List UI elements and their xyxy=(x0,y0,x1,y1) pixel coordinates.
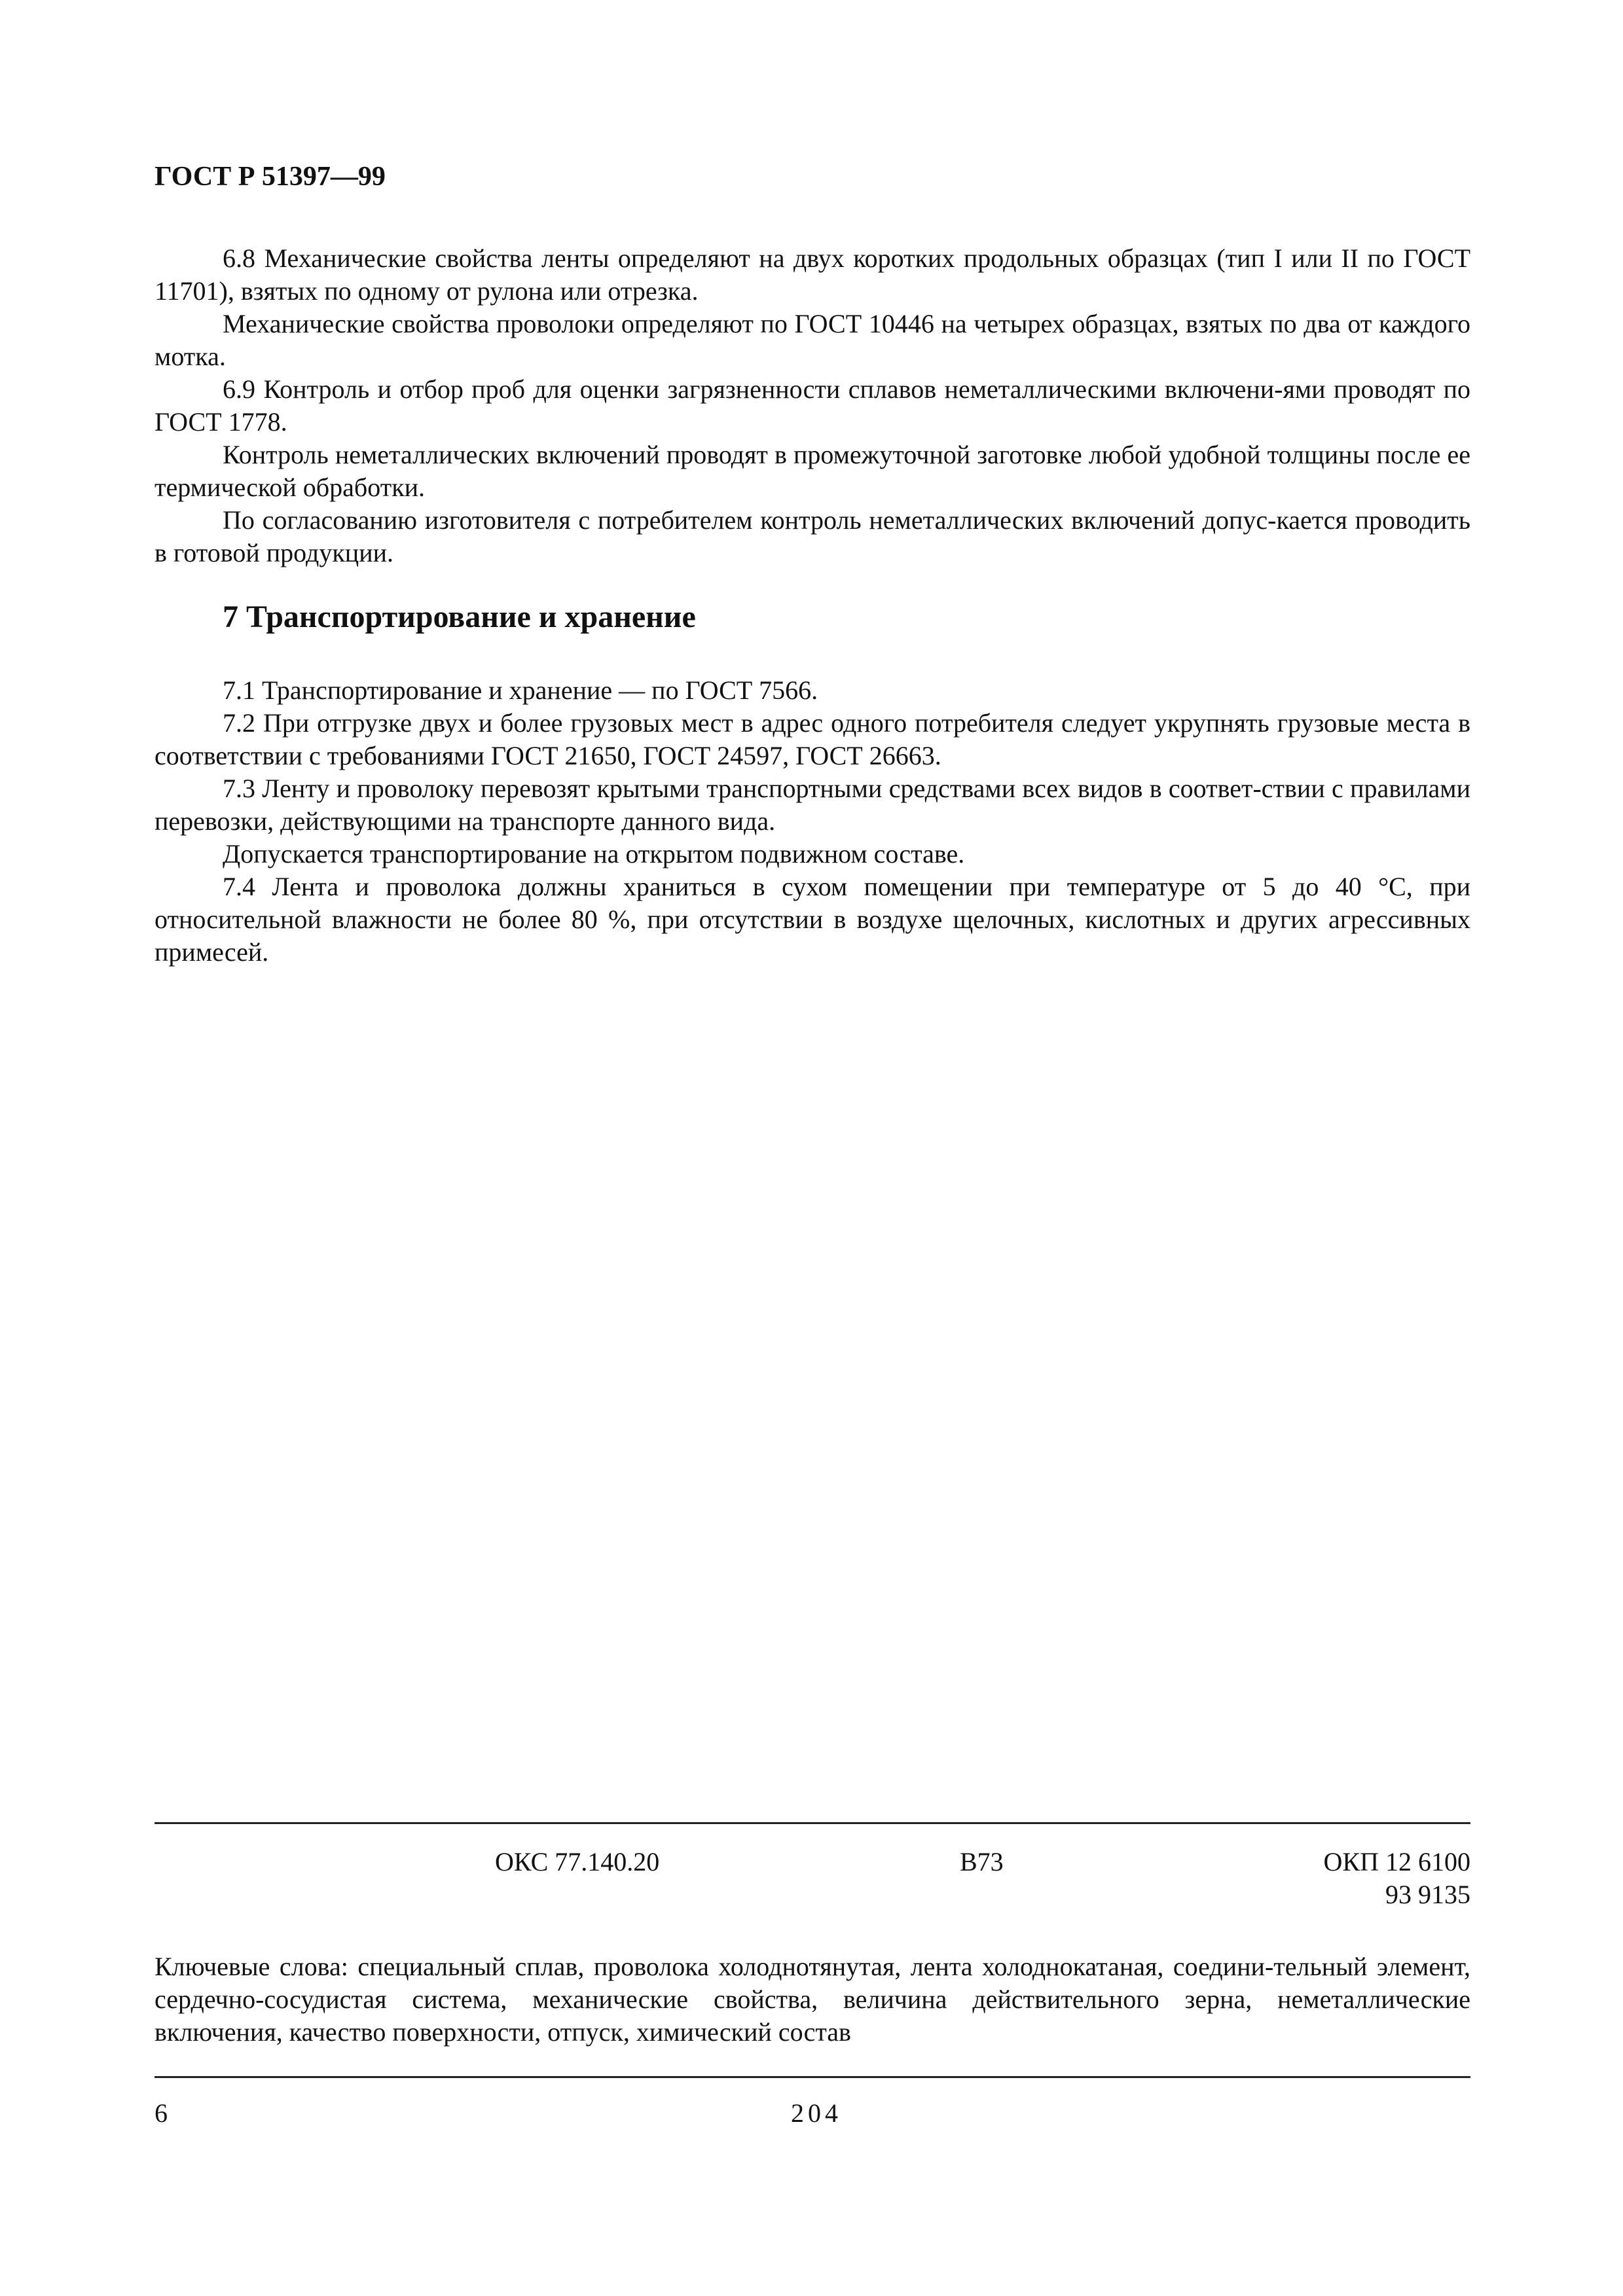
paragraph-7-2: 7.2 При отгрузке двух и более грузовых мест в адрес одного потребителя следует укрупнять грузовые места в соответствии с требованиями ГОСТ 21650, ГОСТ 24597, ГОСТ 26663. xyxy=(155,708,1470,770)
keywords-block: Ключевые слова: специальный сплав, проволока холоднотянутая, лента холоднокатаная, соедини-тельный элемент, сердечно-сосудистая система, механические свойства, величина действительного зерна, неметаллические включения, качество поверхности, отпуск, химический состав xyxy=(155,1952,1470,2047)
okp-code-line1: ОКП 12 6100 xyxy=(1323,1847,1470,1876)
document-code-header: ГОСТ Р 51397—99 xyxy=(155,162,386,192)
paragraph-inclusions-control: Контроль неметаллических включений проводят в промежуточной заготовке любой удобной толщины после ее термической обработки. xyxy=(155,440,1470,502)
paragraph-wire-mechanical: Механические свойства проволоки определяют по ГОСТ 10446 на четырех образцах, взятых по два от каждого мотка. xyxy=(155,309,1470,371)
page-number: 6 xyxy=(155,2098,168,2128)
oks-code: ОКС 77.140.20 xyxy=(495,1847,660,1876)
paragraph-6-8: 6.8 Механические свойства ленты определяют на двух коротких продольных образцах (тип I или II по ГОСТ 11701), взятых по одному от рулона или отрезка. xyxy=(155,243,1470,306)
sheet-number: 204 xyxy=(791,2098,842,2128)
section-7-title: 7 Транспортирование и хранение xyxy=(223,600,696,634)
paragraph-6-9: 6.9 Контроль и отбор проб для оценки загрязненности сплавов неметаллическими включени-ями проводят по ГОСТ 1778. xyxy=(155,374,1470,437)
paragraph-open-transport: Допускается транспортирование на открытом подвижном составе. xyxy=(223,839,965,869)
okp-code-line2: 93 9135 xyxy=(1385,1880,1470,1909)
group-code: В73 xyxy=(960,1847,1004,1876)
paragraph-7-4: 7.4 Лента и проволока должны храниться в сухом помещении при температуре от 5 до 40 °С, при относительной влажности не более 80 %, при отсутствии в воздухе щелочных, кислотных и других агрессивных примесей. xyxy=(155,872,1470,967)
classification-top-rule xyxy=(155,1822,1470,1824)
paragraph-agreement: По согласованию изготовителя с потребителем контроль неметаллических включений допус-кается проводить в готовой продукции. xyxy=(155,505,1470,567)
footer-rule xyxy=(155,2076,1470,2078)
paragraph-7-1: 7.1 Транспортирование и хранение — по ГОСТ 7566. xyxy=(223,675,818,705)
paragraph-7-3: 7.3 Ленту и проволоку перевозят крытыми транспортными средствами всех видов в соответ-ствии с правилами перевозки, действующими на транспорте данного вида. xyxy=(155,774,1470,836)
